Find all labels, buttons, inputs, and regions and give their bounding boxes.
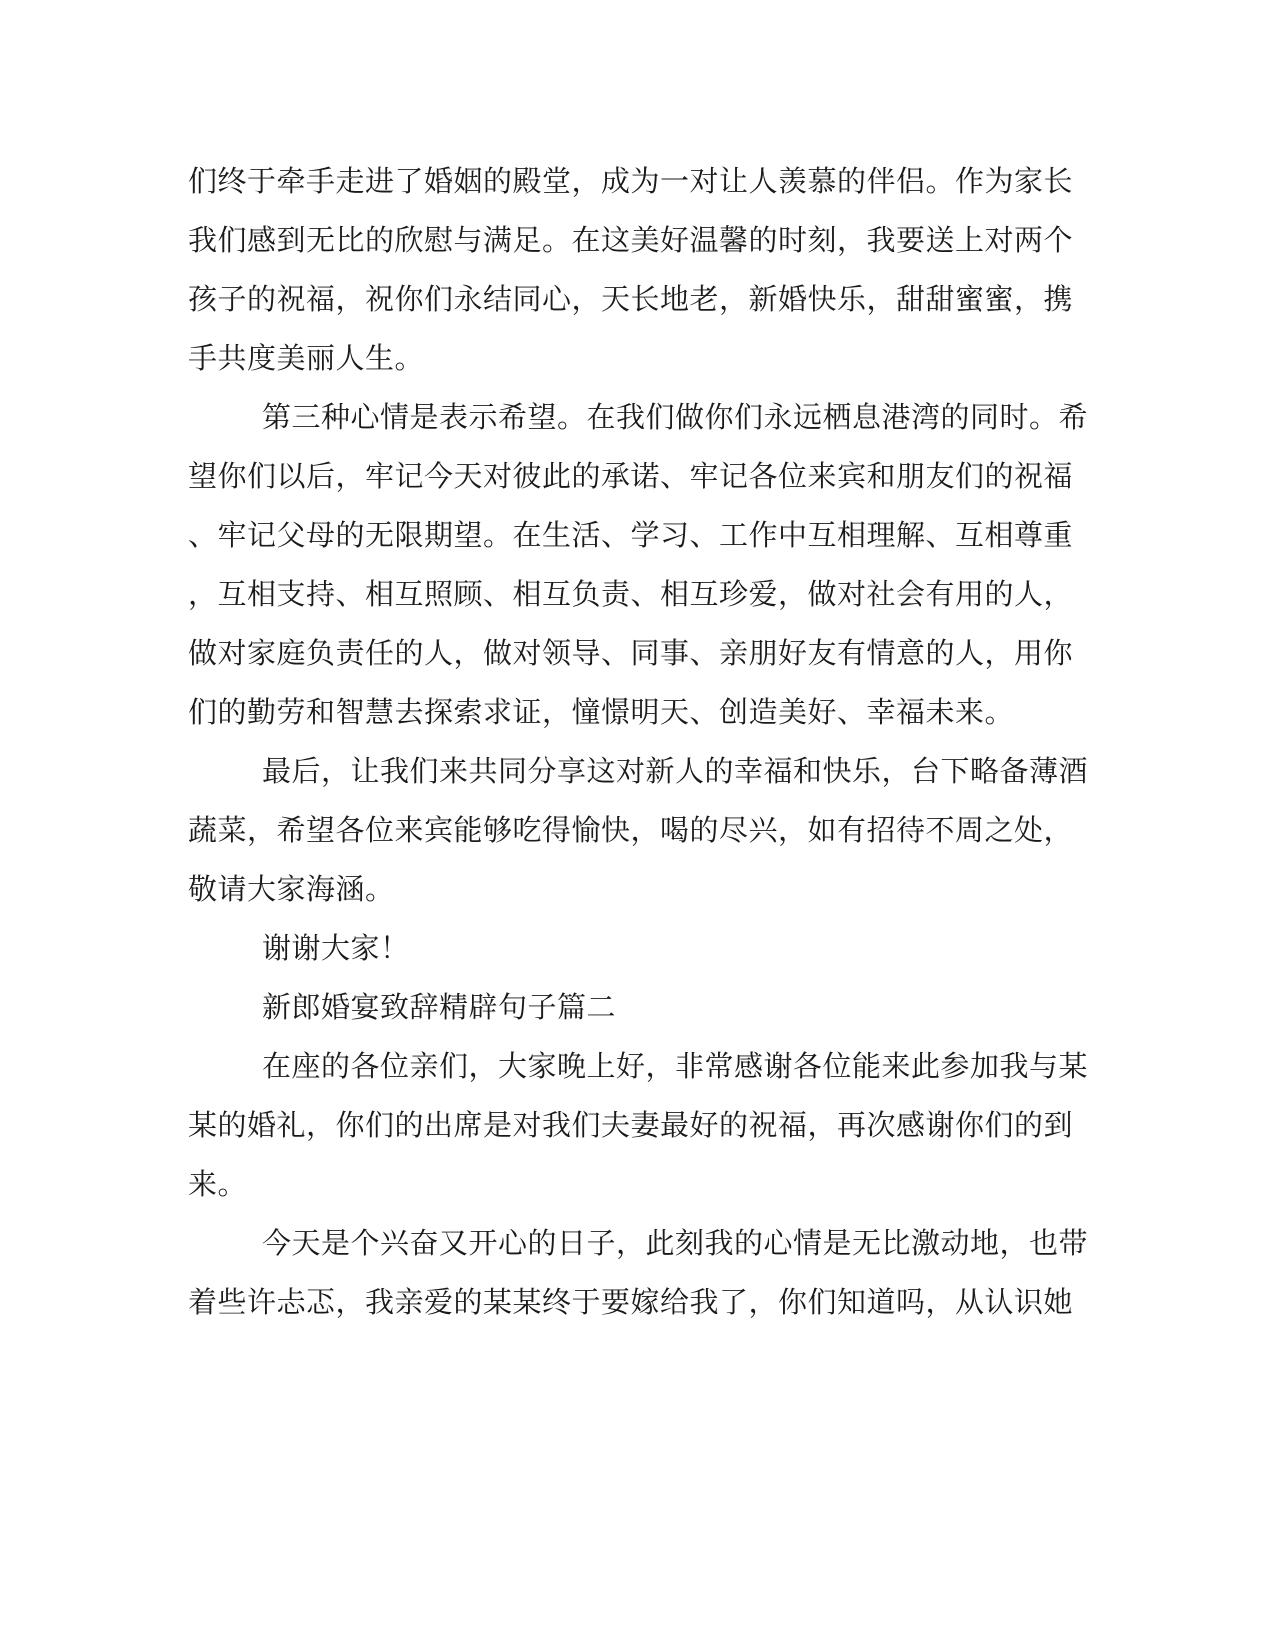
paragraph-start-line: 最后，让我们来共同分享这对新人的幸福和快乐，台下略备薄酒 — [262, 754, 1089, 788]
text-line: 我们感到无比的欣慰与满足。在这美好温馨的时刻，我要送上对两个 — [188, 223, 1074, 257]
text-line: 们的勤劳和智慧去探索求证，憧憬明天、创造美好、幸福未来。 — [188, 695, 1015, 729]
text-line: 们终于牵手走进了婚姻的殿堂，成为一对让人羡慕的伴侣。作为家长 — [188, 164, 1074, 198]
text-line: ，互相支持、相互照顾、相互负责、相互珍爱，做对社会有用的人， — [188, 577, 1074, 611]
paragraph-start-line: 第三种心情是表示希望。在我们做你们永远栖息港湾的同时。希 — [262, 400, 1089, 434]
text-line: 手共度美丽人生。 — [188, 341, 425, 375]
text-line: 某的婚礼，你们的出席是对我们夫妻最好的祝福，再次感谢你们的到 — [188, 1108, 1074, 1142]
text-line: 敬请大家海涵。 — [188, 872, 395, 906]
text-line: 着些许忐忑，我亲爱的某某终于要嫁给我了，你们知道吗，从认识她 — [188, 1285, 1074, 1319]
text-line: 、牢记父母的无限期望。在生活、学习、工作中互相理解、互相尊重 — [188, 518, 1074, 552]
text-line: 做对家庭负责任的人，做对领导、同事、亲朋好友有情意的人，用你 — [188, 636, 1074, 670]
text-line: 孩子的祝福，祝你们永结同心，天长地老，新婚快乐，甜甜蜜蜜，携 — [188, 282, 1074, 316]
text-line: 望你们以后，牢记今天对彼此的承诺、牢记各位来宾和朋友们的祝福 — [188, 459, 1074, 493]
text-line: 蔬菜，希望各位来宾能够吃得愉快，喝的尽兴，如有招待不周之处， — [188, 813, 1074, 847]
thanks-line: 谢谢大家！ — [262, 931, 410, 965]
section-heading: 新郎婚宴致辞精辟句子篇二 — [262, 990, 617, 1024]
paragraph-start-line: 在座的各位亲们，大家晚上好，非常感谢各位能来此参加我与某 — [262, 1049, 1089, 1083]
paragraph-start-line: 今天是个兴奋又开心的日子，此刻我的心情是无比激动地，也带 — [262, 1226, 1089, 1260]
text-line: 来。 — [188, 1167, 248, 1201]
